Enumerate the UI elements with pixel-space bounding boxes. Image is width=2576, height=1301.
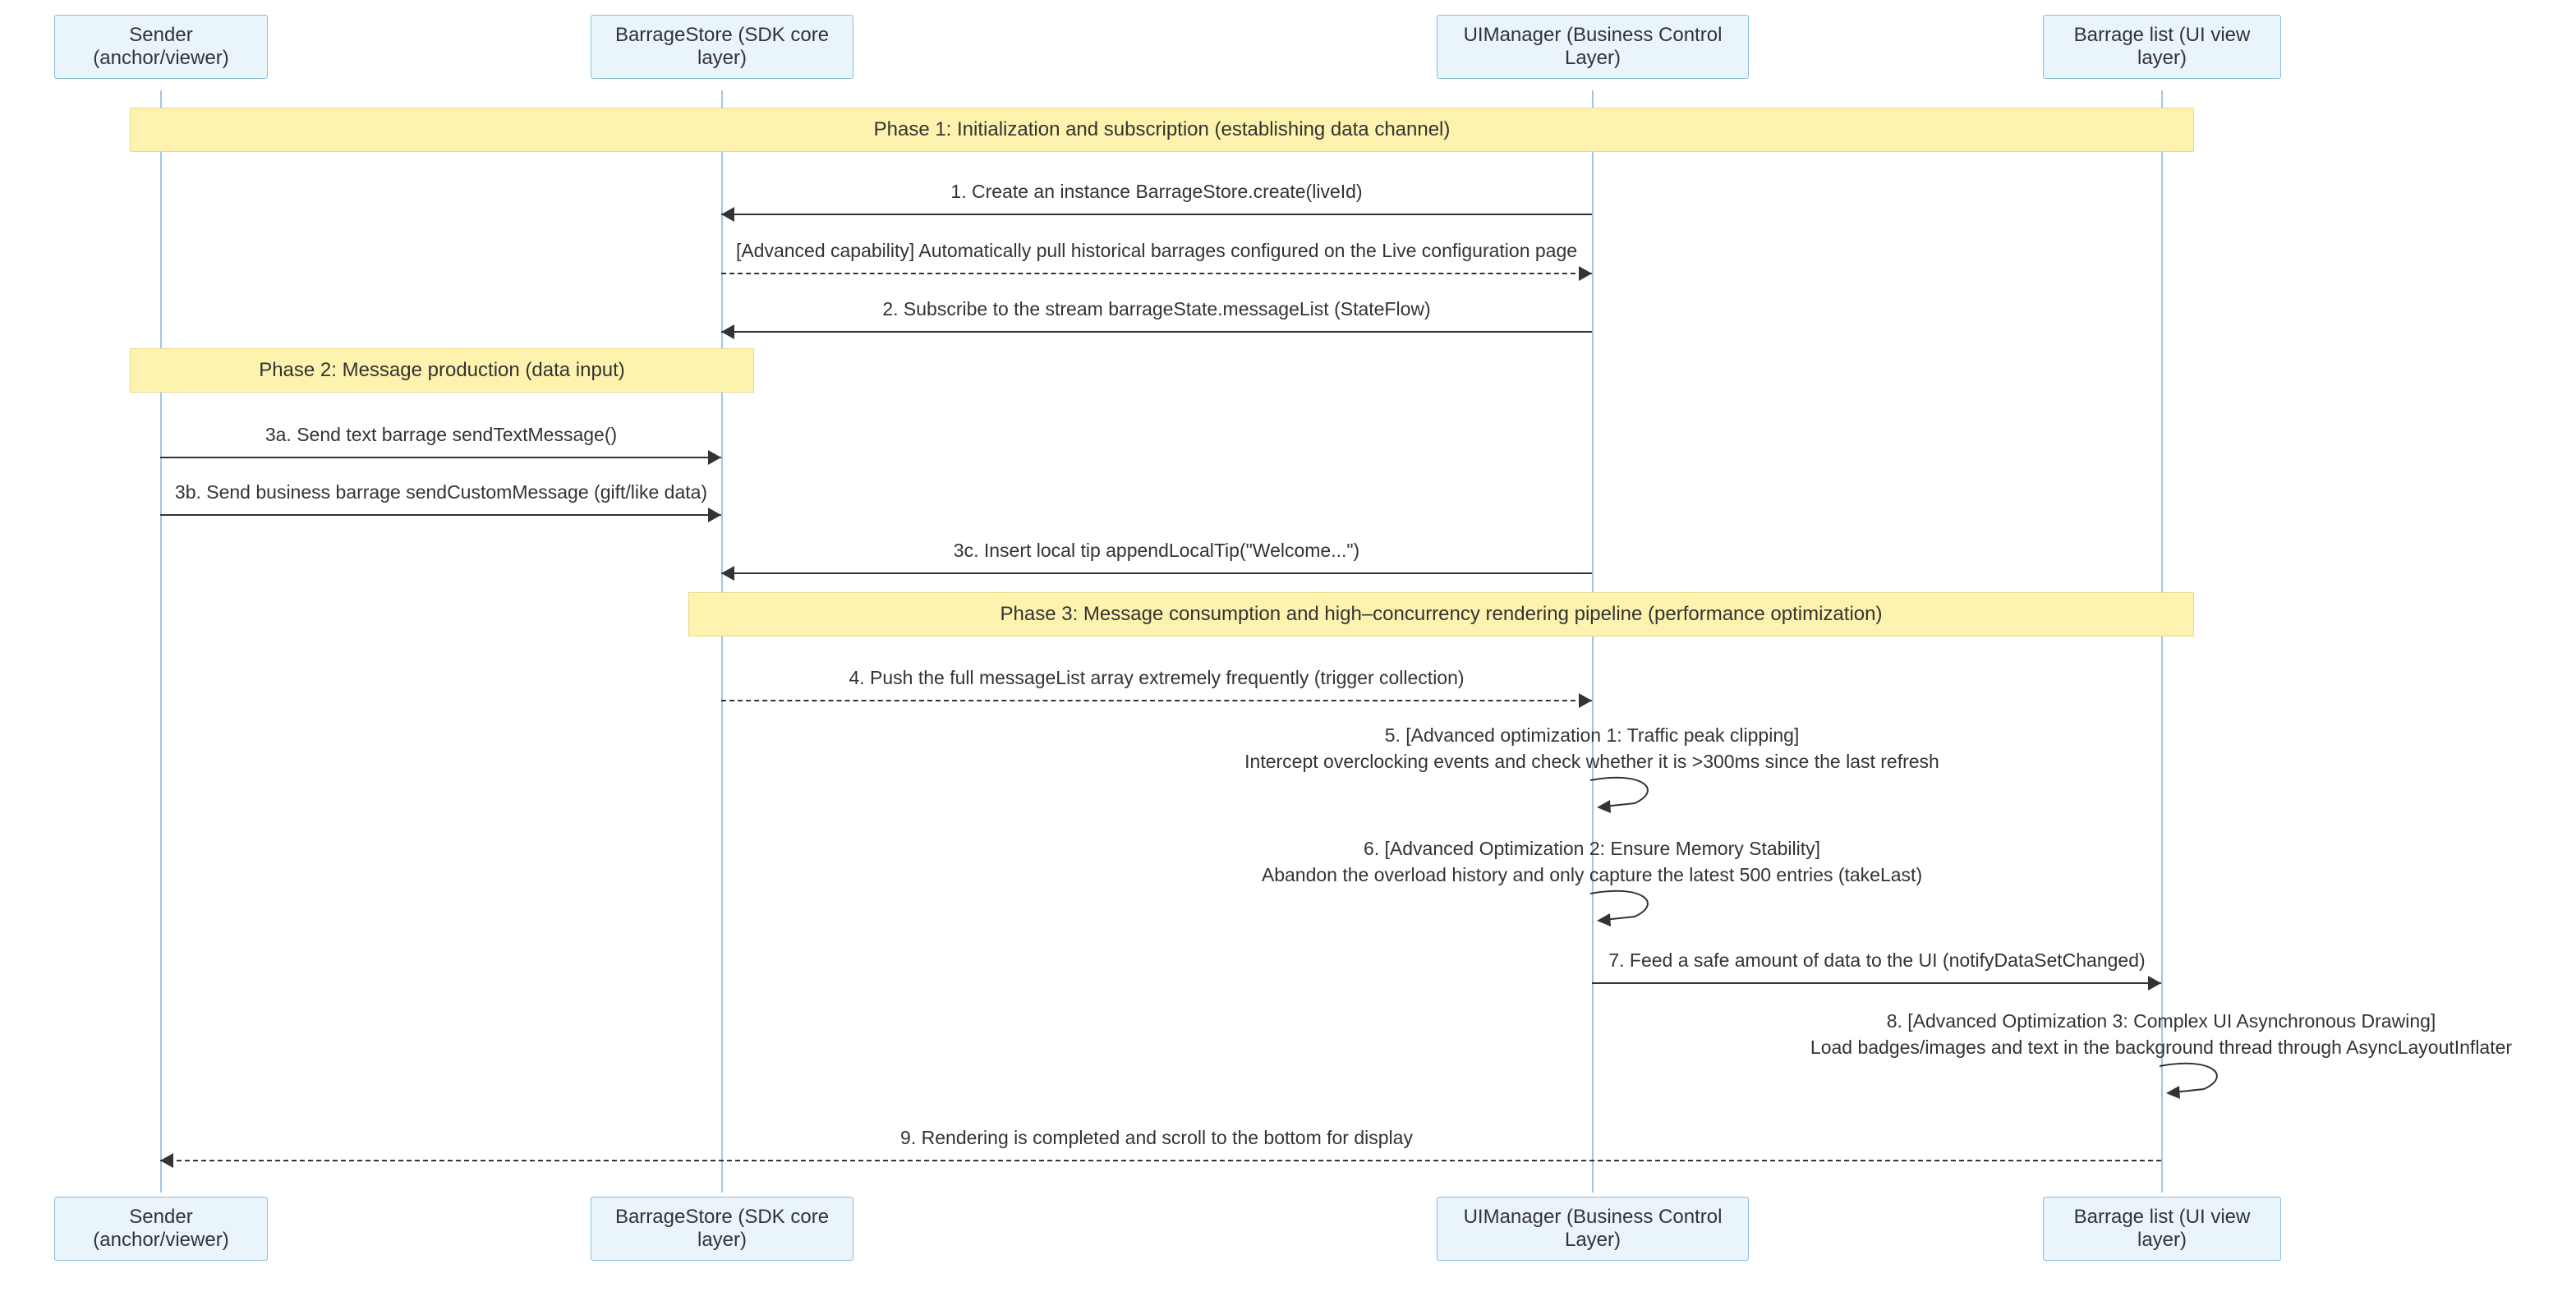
message-line-2	[721, 273, 1592, 274]
actor-barragestore-bottom[interactable]	[591, 1197, 853, 1261]
actor-uimanager-bottom[interactable]	[1437, 1197, 1749, 1261]
actor-label: Sender (anchor/viewer)	[93, 24, 229, 69]
actor-barragelist-top[interactable]	[2043, 15, 2281, 79]
message-label-11-line1: 8. [Advanced Optimization 3: Complex UI Asynchronous Drawing]	[1886, 1010, 2436, 1032]
arrow-head-5	[708, 508, 721, 522]
message-label-8-line1: 5. [Advanced optimization 1: Traffic peak clipping]	[1384, 724, 1800, 746]
message-label-11-line2: Load badges/images and text in the background thread through AsyncLayoutInflater	[1810, 1037, 2513, 1058]
message-line-5	[160, 514, 721, 516]
message-label-2: [Advanced capability] Automatically pull historical barrages configured on the Live configuration page	[735, 240, 1578, 261]
actor-barragelist-bottom[interactable]	[2043, 1197, 2281, 1261]
message-label-6: 3c. Insert local tip appendLocalTip("Welcome...")	[953, 540, 1360, 561]
message-line-12	[160, 1160, 2161, 1161]
actor-uimanager-top[interactable]	[1437, 15, 1749, 79]
actor-label: UIManager (Business Control Layer)	[1463, 24, 1723, 69]
message-line-6	[721, 572, 1592, 574]
message-label-9-line2: Abandon the overload history and only capture the latest 500 entries (takeLast)	[1261, 864, 1923, 885]
phase-label: Phase 1: Initialization and subscription (establishing data channel)	[873, 118, 1451, 140]
self-loop-6	[1585, 885, 1676, 935]
arrow-head-6	[721, 566, 734, 581]
actor-label: Barrage list (UI view layer)	[2073, 24, 2251, 69]
message-line-3	[721, 331, 1592, 333]
message-line-1	[721, 214, 1592, 215]
message-line-4	[160, 457, 721, 458]
phase-label: Phase 3: Message consumption and high–concurrency rendering pipeline (performance optimization)	[1000, 603, 1883, 625]
phase-label: Phase 2: Message production (data input)	[259, 359, 625, 381]
message-label-7: 4. Push the full messageList array extremely frequently (trigger collection)	[849, 667, 1465, 688]
arrow-head-1	[721, 207, 734, 222]
self-loop-5	[1585, 772, 1676, 821]
actor-label: Sender (anchor/viewer)	[93, 1206, 229, 1251]
actor-sender-top[interactable]	[54, 15, 268, 79]
lifeline-sender	[160, 90, 162, 1193]
actor-label: Barrage list (UI view layer)	[2073, 1206, 2251, 1251]
arrow-head-7	[1579, 693, 1592, 708]
phase-band-1	[130, 108, 2194, 152]
message-label-10: 7. Feed a safe amount of data to the UI (notifyDataSetChanged)	[1608, 949, 2146, 971]
actor-label: UIManager (Business Control Layer)	[1463, 1206, 1723, 1251]
arrow-head-4	[708, 450, 721, 465]
phase-band-2	[130, 348, 754, 393]
arrow-head-10	[2148, 976, 2161, 991]
actor-label: BarrageStore (SDK core layer)	[614, 24, 830, 69]
lifeline-barragestore	[721, 90, 723, 1193]
message-label-3: 2. Subscribe to the stream barrageState.messageList (StateFlow)	[882, 298, 1431, 320]
actor-label: BarrageStore (SDK core layer)	[614, 1206, 830, 1251]
actor-sender-bottom[interactable]	[54, 1197, 268, 1261]
message-label-8-line2: Intercept overclocking events and check whether it is >300ms since the last refresh	[1244, 751, 1939, 772]
arrow-head-2	[1579, 266, 1592, 281]
actor-barragestore-top[interactable]	[591, 15, 853, 79]
arrow-head-3	[721, 324, 734, 339]
arrow-head-12	[160, 1153, 173, 1168]
lifeline-uimanager	[1592, 90, 1594, 1193]
message-label-1: 1. Create an instance BarrageStore.create(liveId)	[950, 181, 1363, 202]
message-label-9-line1: 6. [Advanced Optimization 2: Ensure Memory Stability]	[1363, 838, 1821, 859]
phase-band-3	[688, 592, 2194, 637]
message-label-12: 9. Rendering is completed and scroll to the bottom for display	[900, 1127, 1413, 1148]
self-loop-8	[2155, 1058, 2245, 1107]
message-line-7	[721, 700, 1592, 701]
message-label-5: 3b. Send business barrage sendCustomMessage (gift/like data)	[174, 481, 708, 503]
message-label-4: 3a. Send text barrage sendTextMessage()	[264, 424, 618, 445]
message-line-10	[1592, 982, 2161, 984]
